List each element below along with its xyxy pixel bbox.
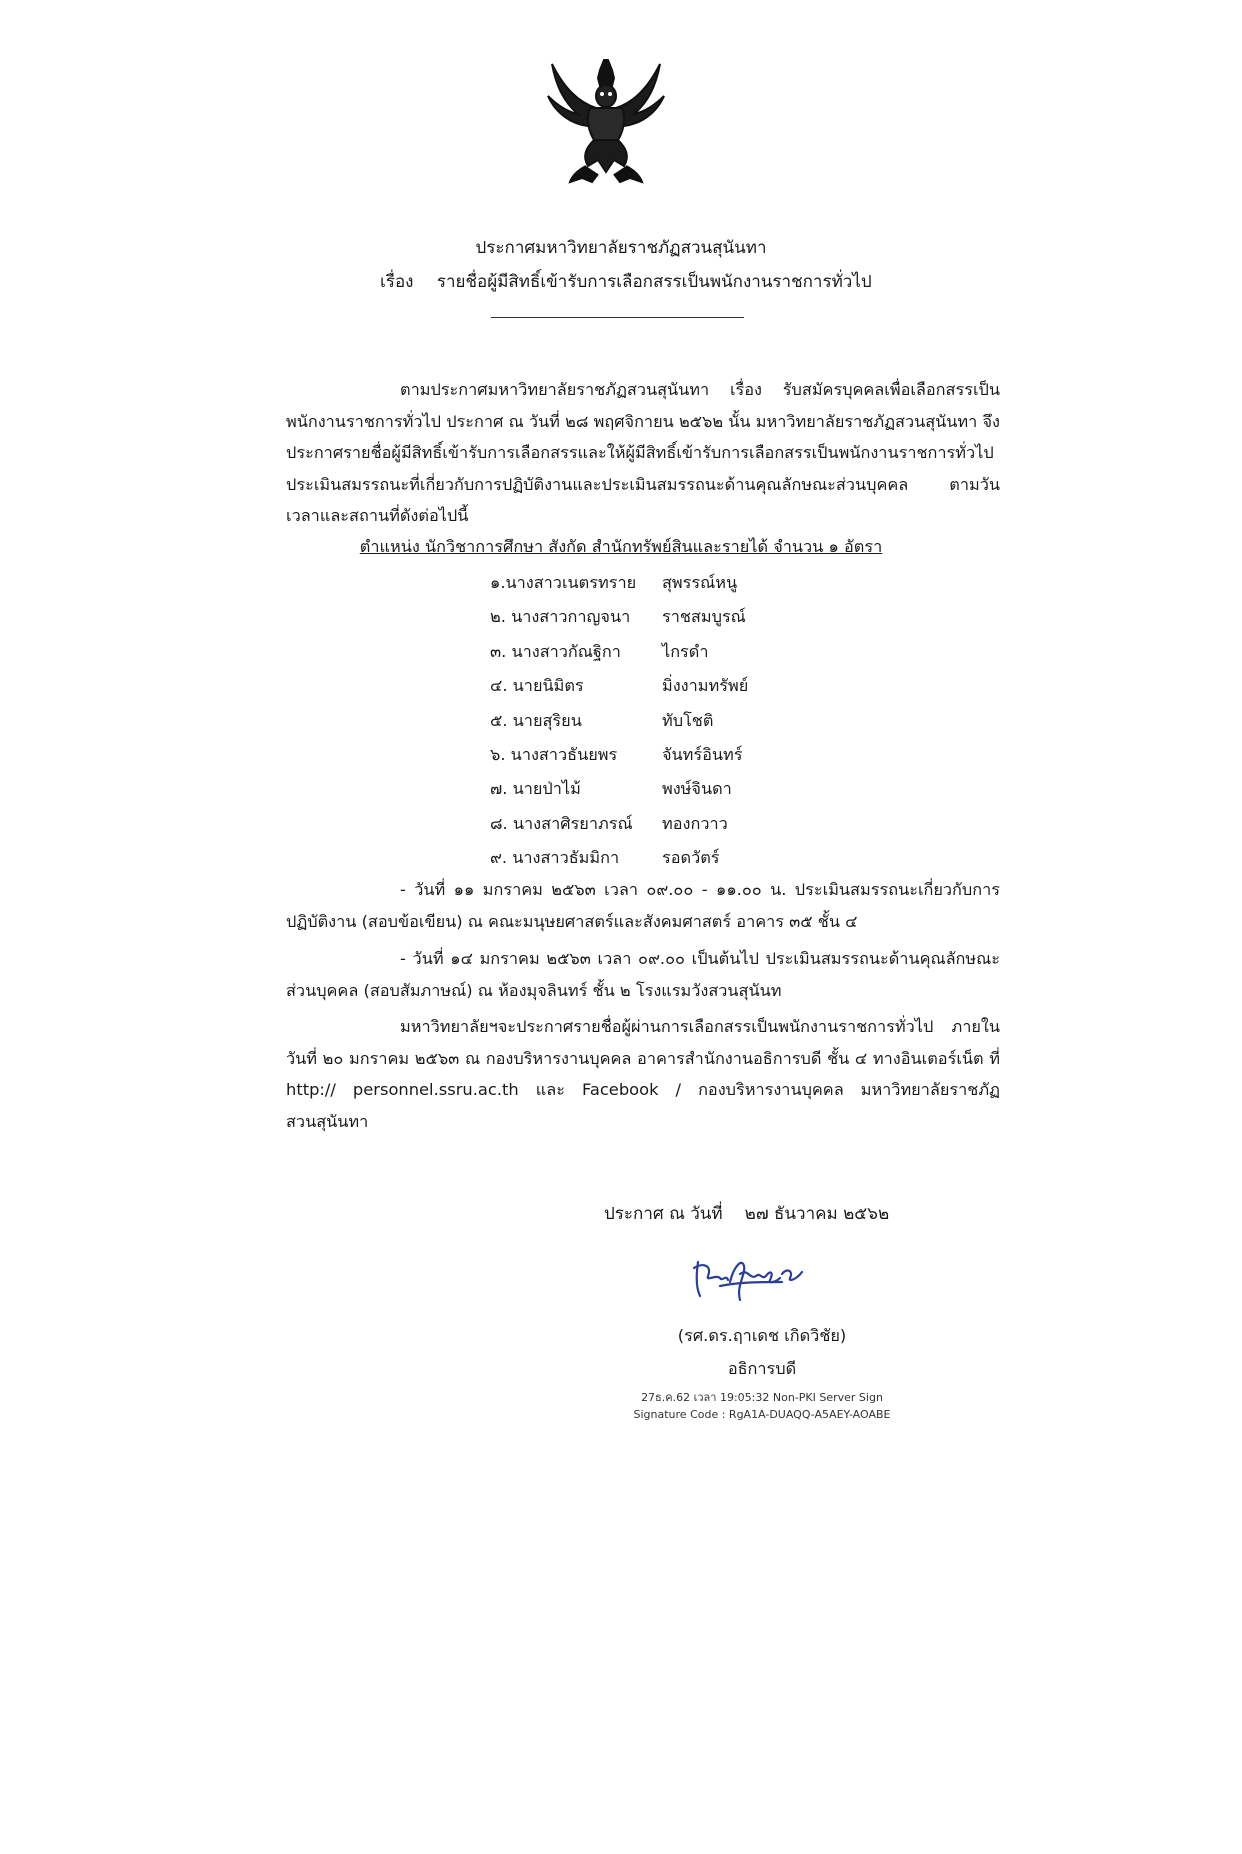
schedule-written-exam xyxy=(286,874,1000,937)
signer-name: (รศ.ดร.ฤาเดช เกิดวิชัย) xyxy=(677,1326,847,1345)
candidate-surname: มิ่งงามทรัพย์ xyxy=(662,676,749,696)
garuda-emblem-icon xyxy=(542,56,670,186)
list-item xyxy=(490,566,748,600)
candidate-name: ๔. นายนิมิตร xyxy=(490,676,584,696)
candidate-surname: รอดวัตร์ xyxy=(662,848,720,868)
candidate-surname: พงษ์จินดา xyxy=(662,779,732,799)
candidate-name: ๒. นางสาวกาญจนา xyxy=(490,607,631,627)
list-item xyxy=(490,600,748,634)
list-item xyxy=(490,704,748,738)
schedule-2-text: - วันที่ ๑๔ มกราคม ๒๕๖๓ เวลา ๐๙.๐๐ เป็นต้นไป ประเมินสมรรถนะด้านคุณลักษณะส่วนบุคคล (สอบสัมภาษณ์) ณ ห้องมุจลินทร์ ชั้น ๒ โรงแรมวังสวนสุนันท xyxy=(286,949,1000,1000)
announcement-title: ประกาศมหาวิทยาลัยราชภัฏสวนสุนันทา xyxy=(475,238,767,258)
announce-label: ประกาศ ณ วันที่ xyxy=(604,1204,723,1224)
candidate-surname: สุพรรณ์หนู xyxy=(662,573,738,592)
list-item xyxy=(490,772,748,806)
announcement-subject xyxy=(380,268,872,295)
result-notice xyxy=(286,1011,1000,1137)
list-item xyxy=(490,738,748,772)
candidate-surname: ทองกวาว xyxy=(662,813,728,833)
position-heading: ตำแหน่ง นักวิชาการศึกษา สังกัด สำนักทรัพย์สินและรายได้ จำนวน ๑ อัตรา xyxy=(359,537,883,556)
candidate-name: ๘. นางสาศิรยาภรณ์ xyxy=(490,813,633,833)
candidate-name: ๕. นายสุริยน xyxy=(490,710,582,730)
result-notice-text: มหาวิทยาลัยฯจะประกาศรายชื่อผู้ผ่านการเลือกสรรเป็นพนักงานราชการทั่วไป ภายในวันที่ ๒๐ มกราคม ๒๕๖๓ ณ กองบริหารงานบุคคล อาคารสำนักงานอธิการบดี ชั้น ๔ ทางอินเตอร์เน็ต ที่ http:// personnel.ssru.ac.th และ Facebook / กองบริหารงานบุคคล มหาวิทยาลัยราชภัฏสวนสุนันทา xyxy=(286,1017,1000,1131)
candidate-name: ๓. นางสาวกัณฐิกา xyxy=(490,641,621,661)
signature-code: Signature Code : RgA1A-DUAQQ-A5AEY-AOABE xyxy=(633,1408,891,1421)
list-item xyxy=(490,841,748,875)
candidate-name: ๖. นางสาวธันยพร xyxy=(490,744,618,764)
schedule-1-text: - วันที่ ๑๑ มกราคม ๒๕๖๓ เวลา ๐๙.๐๐ - ๑๑.๐๐ น. ประเมินสมรรถนะเกี่ยวกับการปฏิบัติงาน (สอบข้อเขียน) ณ คณะมนุษยศาสตร์และสังคมศาสตร์ อาคาร ๓๕ ชั้น ๔ xyxy=(286,880,1000,931)
list-item xyxy=(490,807,748,841)
intro-text: ตามประกาศมหาวิทยาลัยราชภัฏสวนสุนันทา เรื่อง รับสมัครบุคคลเพื่อเลือกสรรเป็นพนักงานราชการทั่วไป ประกาศ ณ วันที่ ๒๘ พฤศจิกายน ๒๕๖๒ นั้น มหาวิทยาลัยราชภัฏสวนสุนันทา จึงประกาศรายชื่อผู้มีสิทธิ์เข้ารับการเลือกสรรและให้ผู้มีสิทธิ์เข้ารับการเลือกสรรเป็นพนักงานราชการทั่วไป ประเมินสมรรถนะที่เกี่ยวกับการปฏิบัติงานและประเมินสมรรถนะด้านคุณลักษณะส่วนบุคคล ตามวัน เวลาและสถานที่ดังต่อไปนี้ xyxy=(286,380,1000,525)
header-divider xyxy=(491,317,744,318)
intro-paragraph xyxy=(286,374,1000,532)
signature-timestamp: 27ธ.ค.62 เวลา 19:05:32 Non-PKI Server Sign xyxy=(641,1391,883,1404)
announce-date-value: ๒๗ ธันวาคม ๒๕๖๒ xyxy=(744,1204,890,1224)
signer-title: อธิการบดี xyxy=(727,1359,797,1378)
candidate-surname: ไกรดำ xyxy=(662,641,709,661)
subject-text: รายชื่อผู้มีสิทธิ์เข้ารับการเลือกสรรเป็นพนักงานราชการทั่วไป xyxy=(436,272,872,292)
announcement-date xyxy=(604,1200,889,1227)
candidate-surname: จันทร์อินทร์ xyxy=(662,744,743,764)
subject-label: เรื่อง xyxy=(380,272,414,292)
candidate-name: ๗. นายป่าไม้ xyxy=(490,779,581,799)
candidate-surname: ราชสมบูรณ์ xyxy=(662,607,746,627)
candidate-list xyxy=(490,566,748,876)
list-item xyxy=(490,635,748,669)
schedule-interview xyxy=(286,943,1000,1006)
candidate-name: ๑.นางสาวเนตรทราย xyxy=(490,573,637,592)
candidate-name: ๙. นางสาวธัมมิกา xyxy=(490,848,620,868)
list-item xyxy=(490,669,748,703)
handwritten-signature xyxy=(690,1252,810,1304)
candidate-surname: ทับโชติ xyxy=(662,710,714,730)
